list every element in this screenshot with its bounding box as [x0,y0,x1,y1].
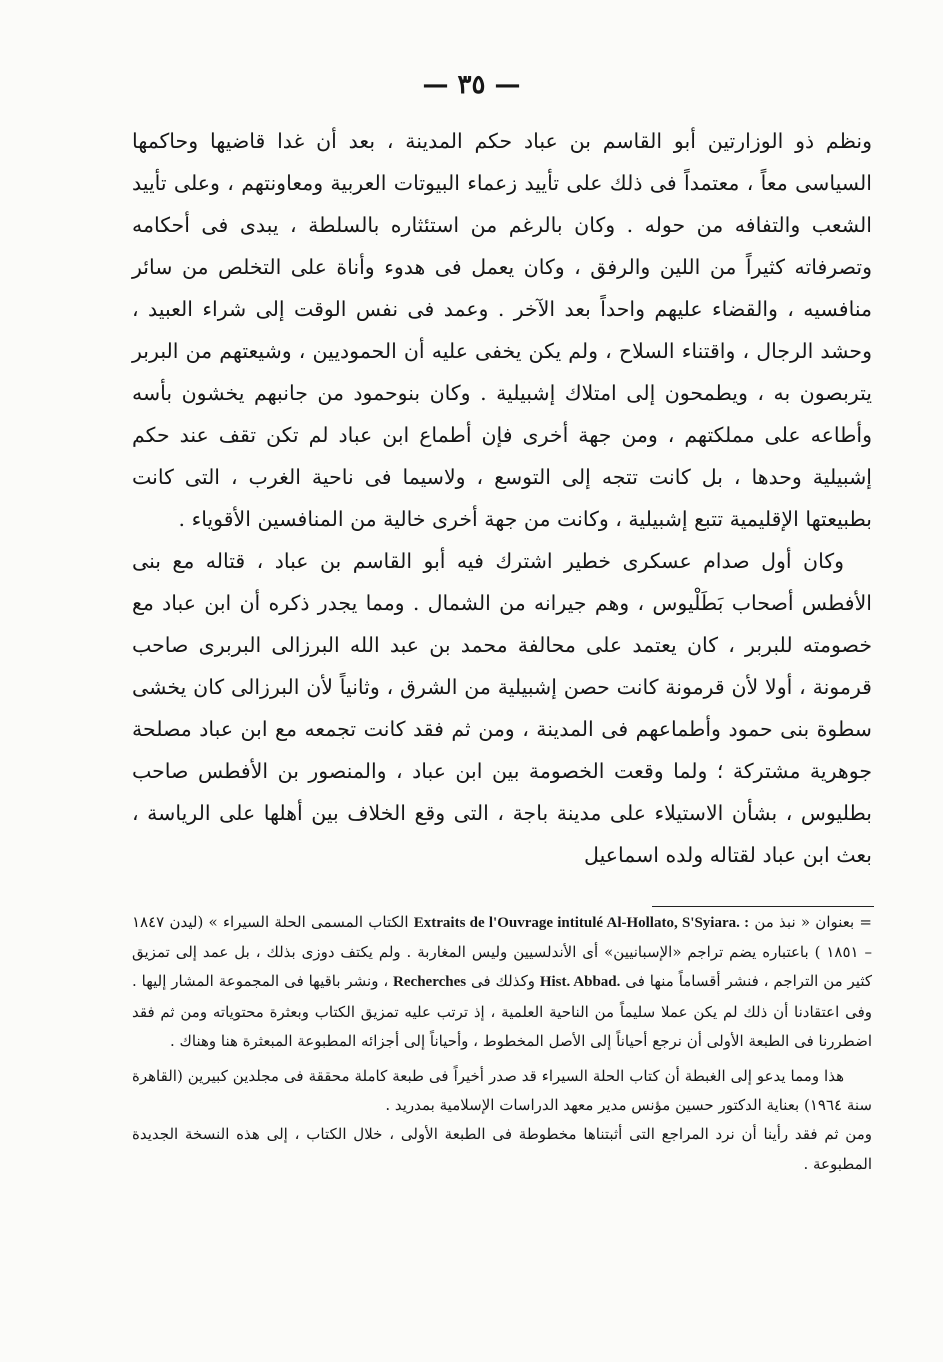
footnote-1-latin-ref: Hist. Abbad. [539,974,621,991]
footnote-1-text-2: وكذلك فى [470,972,535,991]
footnote-1-opening: = بعنوان « نبذ من [754,913,872,931]
footnote-1-text: الكتاب المسمى الحلة السيراء » (ليدن ١٨٤٧ – ١٨٥١ ) باعتباره يضم تراجم «الإسبانيين» أى الأندلسيين وليس المغاربة . ولم يكتف دوزى بذلك ، بل عمد إلى تمزيق كثير من التراجم ، فنشر أقساماً منها فى [132,913,872,991]
footnote-1-latin-ref-2: Recherches [393,974,467,991]
paragraph-1: ونظم ذو الوزارتين أبو القاسم بن عباد حكم المدينة ، بعد أن غدا قاضيها وحاكمها السياسى معاً ، معتمداً فى ذلك على تأييد زعماء البيوتات العربية ومعاونتهم ، وعلى تأييد الشعب والتفافه من حوله . وكان بالرغم من استئثاره بالسلطة ، يبدى فى أحكامه وتصرفاته كثيراً من اللين والرفق ، وكان يعمل فى هدوء وأناة على التخلص من سائر منافسيه ، والقضاء عليهم واحداً بعد الآخر . وعمد فى نفس الوقت إلى شراء العبيد ، وحشد الرجال ، واقتناء السلاح ، ولم يكن يخفى عليه أن الحموديين ، وشيعتهم من البربر يتربصون به ، ويطمحون إلى امتلاك إشبيلية . وكان بنوحمود من جانبهم يخشون بأسه وأطاعه على مملكتهم ، ومن جهة أخرى فإن أطماع ابن عباد لم تكن تقف عند حكم إشبيلية وحدها ، بل كانت تتجه إلى التوسع ، ولاسيما فى ناحية الغرب ، التى كانت بطبيعتها الإقليمية تتبع إشبيلية ، وكانت من جهة أخرى خالية من المنافسين الأقوياء . [132,129,872,531]
paragraph-2: وكان أول صدام عسكرى خطير اشترك فيه أبو القاسم بن عباد ، قتاله مع بنى الأفطس أصحاب بَطَلْيوس ، وهم جيرانه من الشمال . ومما يجدر ذكره أن ابن عباد مع خصومته للبربر ، كان يعتمد على محالفة محمد بن عبد الله البرزالى البربرى صاحب قرمونة ، أولا لأن قرمونة كانت حصن إشبيلية من الشرق ، وثانياً لأن البرزالى كان يخشى سطوة بنى حمود وأطماعهم فى المدينة ، ومن ثم فقد كانت تجمعه مع ابن عباد مصلحة جوهرية مشتركة ؛ ولما وقعت الخصومة بين ابن عباد ، والمنصور بن الأفطس صاحب بطليوس ، بشأن الاستيلاء على مدينة باجة ، التى وقع الخلاف بين أهلها على الرياسة ، بعث ابن عباد لقتاله ولده اسماعيل [132,549,872,867]
footnote-3: ومن ثم فقد رأينا أن نرد المراجع التى أثبتناها مخطوطة فى الطبعة الأولى ، خلال الكتاب ، إلى هذه النسخة الجديدة المطبوعة . [132,1125,872,1173]
footnotes [132,908,872,1179]
main-text-body [132,120,872,876]
footnote-1-latin-title: Extraits de l'Ouvrage intitulé Al-Hollato, S'Syiara. : [413,915,750,931]
footnote-continued [132,908,872,1056]
footnote-2: هذا ومما يدعو إلى الغبطة أن كتاب الحلة السيراء قد صدر أخيراً فى طبعة كاملة محققة فى مجلدين كبيرين (القاهرة سنة ١٩٦٤) بعناية الدكتور حسين مؤنس مدير معهد الدراسات الإسلامية بمدريد . [132,1067,872,1115]
footnote-separator [652,906,874,907]
footnote-1-text-3: ، ونشر باقيها فى المجموعة المشار إليها . وفى اعتقادنا أن ذلك لم يكن عملا سليماً من الناحية العلمية ، إذ ترتب عليه تمزيق الكتاب وبعثرة محتوياته ومن ثم فقد اضطررنا فى الطبعة الأولى أن نرجع أحياناً إلى الأصل المخطوط ، وأحياناً إلى أجزائه المطبوعة المبعثرة هنا وهناك . [132,972,872,1050]
page-number: — ٣٥ — [422,70,521,100]
